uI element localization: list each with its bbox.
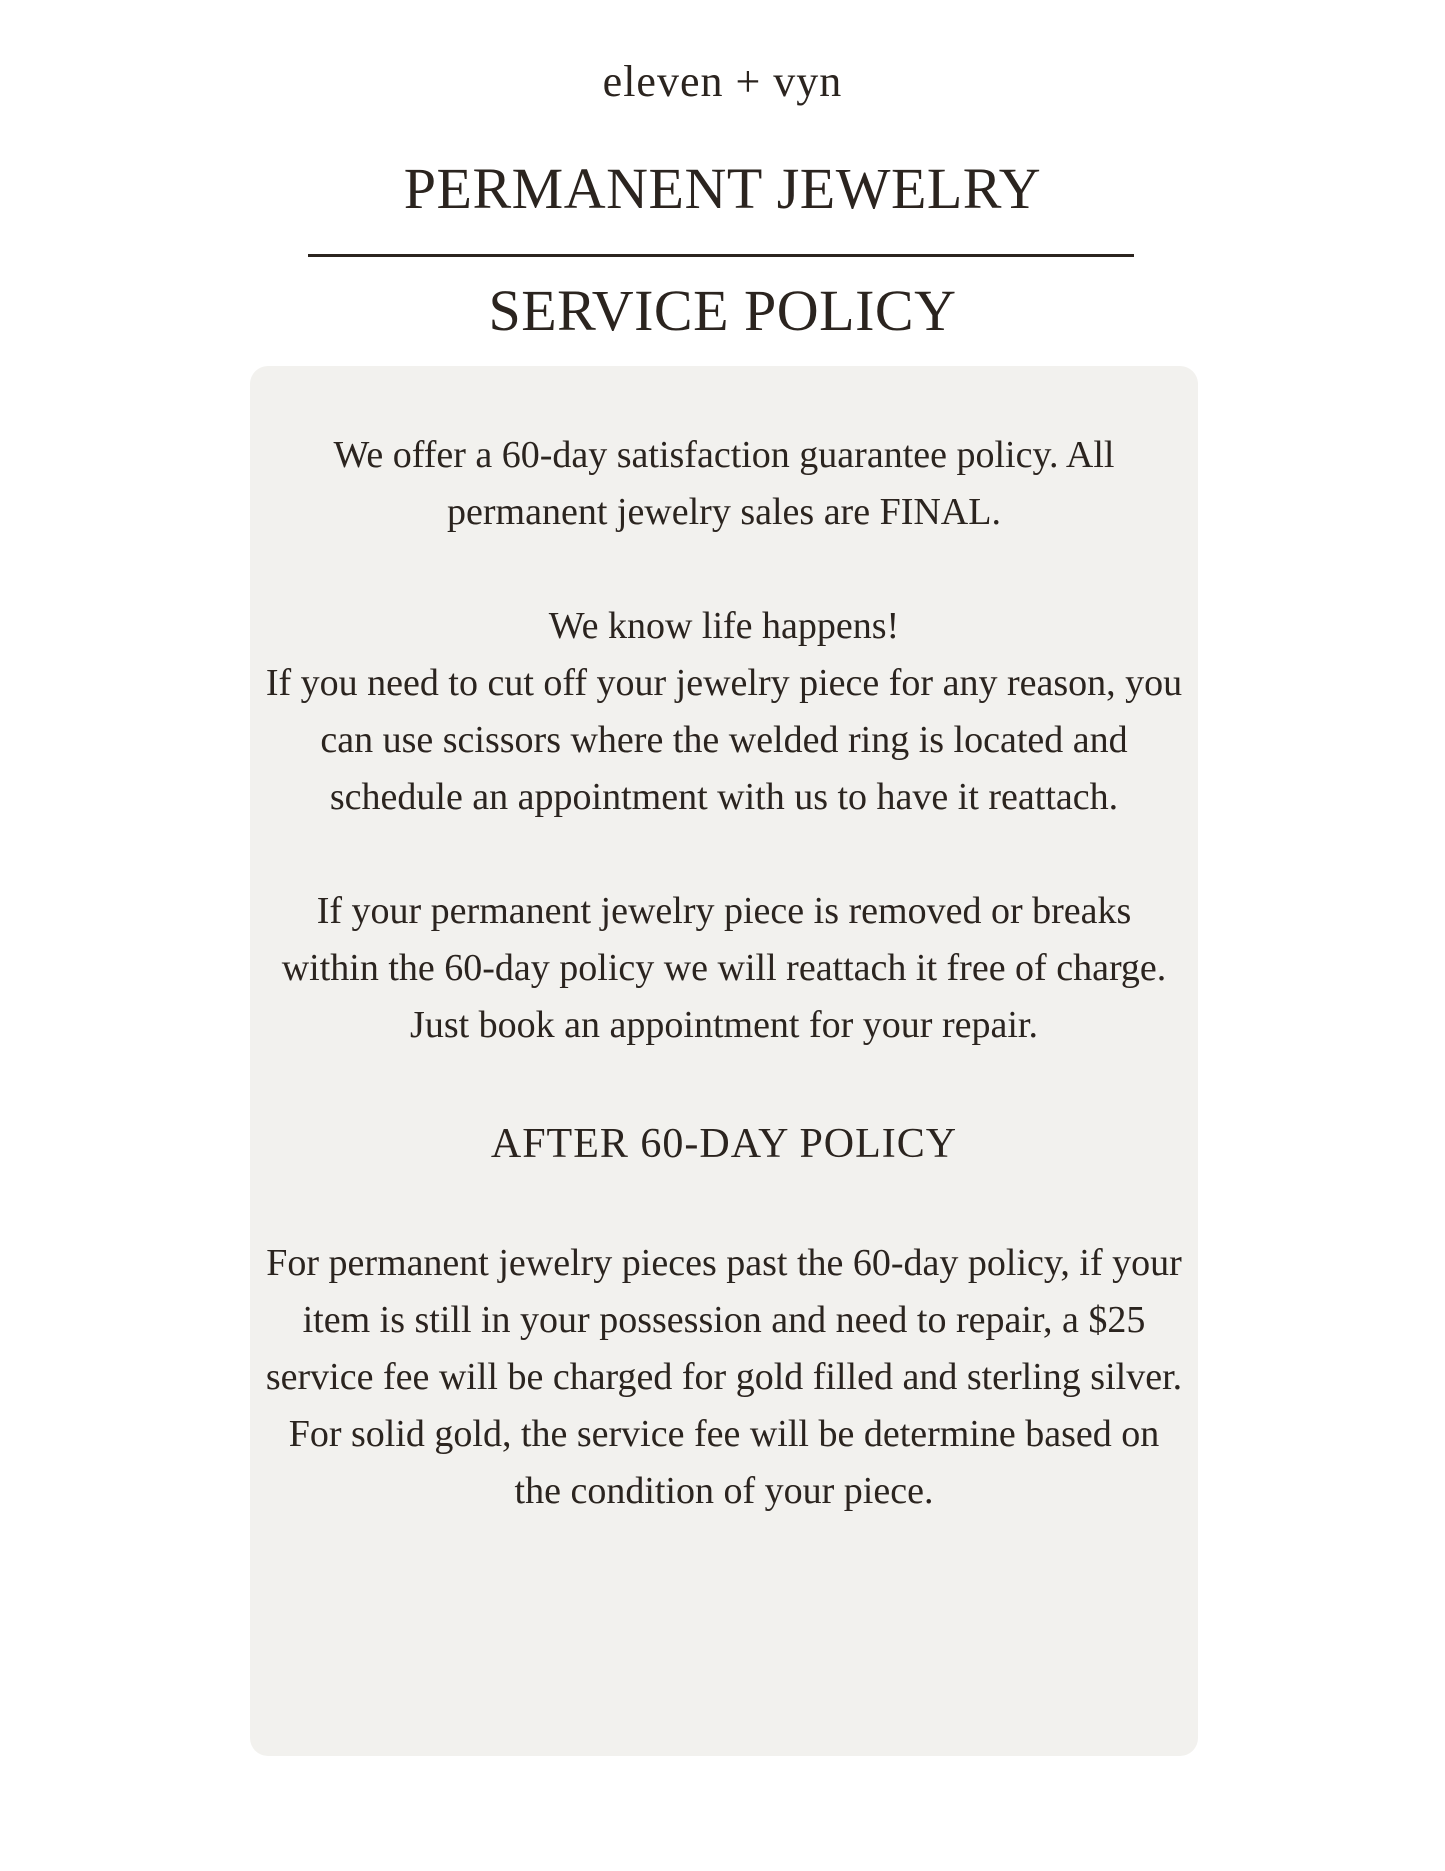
brand-name: eleven + vyn [602,57,843,106]
cut-off-paragraph: If you need to cut off your jewelry piece for any reason, you can use scissors where the welded ring is located and schedule an appointment with us to have it reattach. [265,662,1183,818]
spacer [250,1054,1198,1116]
spacer [250,1173,1198,1235]
after-policy-heading: AFTER 60-DAY POLICY [490,1121,958,1167]
life-happens-line: We know life happens! [548,605,900,647]
page-subtitle: SERVICE POLICY [488,278,957,343]
intro-paragraph: We offer a 60-day satisfaction guarantee policy. All permanent jewelry sales are FINAL. [333,434,1115,533]
after-policy-paragraph: For permanent jewelry pieces past the 60-day policy, if your item is still in your possession and need to repair, a $25 service fee will be charged for gold filled and sterling silver. For solid gold, the service fee will be determine based on the condition of your piece. [265,1242,1183,1512]
spacer [250,541,1198,598]
spacer [250,826,1198,883]
policy-content [250,427,1198,1520]
within-policy-paragraph: If your permanent jewelry piece is removed or breaks within the 60-day policy we will reattach it free of charge. Just book an appointment for your repair. [281,890,1167,1046]
page-title: PERMANENT JEWELRY [403,156,1042,221]
title-divider [308,254,1134,257]
policy-card [250,366,1198,1756]
